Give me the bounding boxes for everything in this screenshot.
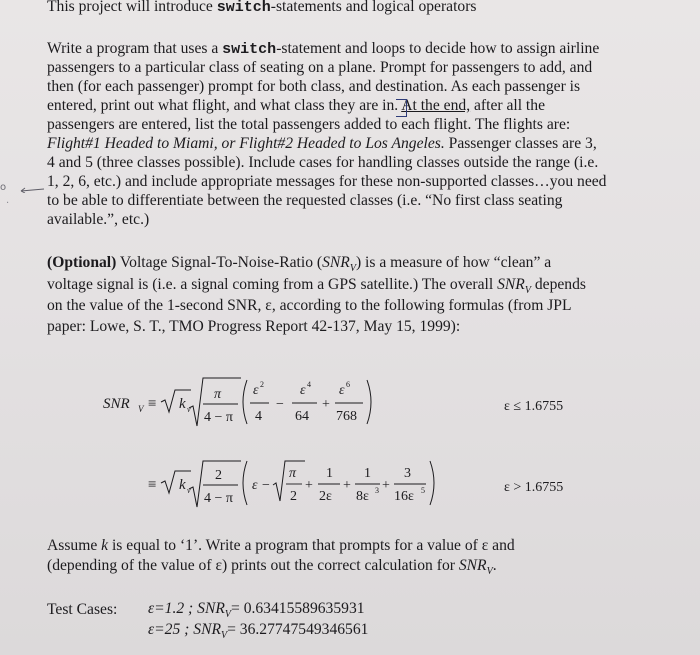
f2-one: 1 <box>326 466 333 481</box>
p1-line-3: then (for each passenger) prompt for both class, and destination. As each passenger is <box>47 78 581 95</box>
f1-e4-exp: 4 <box>307 380 311 389</box>
p1-line-8: 1, 2, 6, etc.) and include appropriate messages for these non-supported classes…you need <box>47 173 607 190</box>
f2-eps: ε <box>252 478 258 493</box>
opt-l1-text: Voltage Signal-To-Noise-Ratio ( <box>116 254 323 271</box>
p1-line-1 <box>47 40 599 59</box>
f1-pi: π <box>214 387 222 402</box>
f1-rparen <box>367 380 371 424</box>
p1-line-10: available.”, etc.) <box>47 211 150 228</box>
margin-note-1: o <box>0 182 7 193</box>
f2-equiv: ≡ <box>148 477 157 493</box>
assume-period: . <box>492 557 497 574</box>
p1-l4-underlined: At the end, <box>401 97 471 114</box>
f1-snr-sub: V <box>138 404 144 414</box>
p1-line-5: passengers are entered, list the total passengers added to each flight. The flights are: <box>47 116 571 133</box>
f1-d768: 768 <box>336 409 357 424</box>
opt-l2-snr-sub: V <box>524 285 531 297</box>
f2-plus2: + <box>343 478 351 493</box>
f1-k: k <box>179 396 186 412</box>
f1-k-sub: v <box>187 405 191 414</box>
f2-k: k <box>179 477 186 493</box>
assume-line-1 <box>47 537 515 555</box>
f2-three: 3 <box>404 466 411 481</box>
f1-e2-exp: 2 <box>260 380 264 389</box>
p1-l6-flights: Flight#1 Headed to Miami, or Flight#2 Headed to Los Angeles. <box>47 135 445 152</box>
f1-d4: 4 <box>255 409 262 424</box>
tc2-eps: ε=25 ; <box>148 621 194 638</box>
intro-text: This project will introduce <box>47 0 217 15</box>
opt-line-1 <box>47 254 551 278</box>
f2-lparen <box>243 461 247 505</box>
assume-snr-sub: V <box>486 566 493 578</box>
formula-1 <box>95 372 655 432</box>
assume-l1-text-end: is equal to ‘1’. Write a program that prompts for a value of ε and <box>108 537 515 554</box>
f1-d64: 64 <box>295 409 309 424</box>
f2-plus3: + <box>382 478 390 493</box>
f2-condition: ε > 1.6755 <box>504 480 564 495</box>
tc1-eps: ε=1.2 ; <box>148 600 198 617</box>
p1-line-4 <box>47 97 545 115</box>
p1-l4-text: entered, print out what flight, and what class they are in. <box>47 97 399 114</box>
opt-l1-snr-sub: V <box>349 263 356 275</box>
opt-label: (Optional) <box>47 254 117 271</box>
p1-l6-text-end: Passenger classes are 3, <box>444 135 597 152</box>
f1-condition: ε ≤ 1.6755 <box>504 399 564 414</box>
f2-two: 2 <box>215 468 222 483</box>
assume-k: k <box>101 537 109 554</box>
p1-l1-text: Write a program that uses a <box>47 40 223 57</box>
f2-minus: − <box>262 478 270 493</box>
handwritten-bracket <box>396 99 407 117</box>
f1-e6-exp: 6 <box>346 380 350 389</box>
f2-eight-exp: 3 <box>375 486 379 495</box>
tc2-snr-sub: V <box>221 630 228 642</box>
f2-two-b: 2 <box>290 489 297 504</box>
f1-e2: ε <box>253 383 259 398</box>
assume-l1-text: Assume <box>47 537 102 554</box>
f2-rparen <box>430 461 434 505</box>
tc1-snr: SNR <box>197 600 225 617</box>
tc2-snr: SNR <box>193 621 221 638</box>
p1-line-2: passengers to a particular class of seating on a plane. Prompt for passengers to add, and <box>47 59 593 76</box>
opt-l1-text-end: ) is a measure of how “clean” a <box>355 254 552 271</box>
f1-snr: SNR <box>103 396 130 412</box>
intro-line <box>47 0 476 17</box>
formula-2 <box>95 455 655 515</box>
tc2-value: = 36.27747549346561 <box>227 621 369 638</box>
opt-l1-snr: SNR <box>322 254 350 271</box>
margin-arrow-icon <box>20 187 46 193</box>
f2-sixteen-exp: 5 <box>421 486 425 495</box>
f2-one-b: 1 <box>364 466 371 481</box>
assume-line-2 <box>47 557 497 581</box>
margin-note-2: · <box>6 198 10 209</box>
f2-two-eps: 2ε <box>319 489 332 504</box>
f2-den: 4 − π <box>204 491 233 506</box>
f2-eight-eps: 8ε <box>356 489 369 504</box>
opt-l2-snr: SNR <box>497 276 525 293</box>
opt-l2-text-end: depends <box>530 276 586 293</box>
p1-line-7: 4 and 5 (three classes possible). Include cases for handling classes outside the range (i.e. <box>47 154 599 171</box>
f2-k-sub: v <box>187 486 191 495</box>
opt-l2-text: voltage signal is (i.e. a signal coming from a GPS satellite.) The overall <box>47 276 498 293</box>
tc1-value: = 0.63415589635931 <box>231 600 365 617</box>
assume-snr: SNR <box>458 557 487 574</box>
assume-l2-text: (depending of the value of ε) prints out the correct calculation for <box>47 557 459 574</box>
f1-plus: + <box>322 397 330 412</box>
f1-equiv: ≡ <box>148 396 157 412</box>
p1-line-9: to be able to differentiate between the requested classes (i.e. “No first class seating <box>47 192 563 209</box>
intro-code: switch <box>216 0 271 16</box>
f2-sixteen-eps: 16ε <box>394 489 414 504</box>
p1-l1-text-end: -statement and loops to decide how to assign airline <box>276 40 600 57</box>
f1-den: 4 − π <box>204 410 233 425</box>
test-case-2 <box>148 621 368 645</box>
opt-line-3: on the value of the 1-second SNR, ε, according to the following formulas (from JPL <box>47 297 572 314</box>
intro-text-end: -statements and logical operators <box>270 0 477 15</box>
f1-e4: ε <box>300 383 306 398</box>
f1-lparen <box>243 380 247 424</box>
opt-line-4: paper: Lowe, S. T., TMO Progress Report 42-137, May 15, 1999): <box>47 318 461 335</box>
test-cases-label: Test Cases: <box>47 601 118 618</box>
p1-l4-text-end: after all the <box>470 97 545 114</box>
f2-pi: π <box>289 466 297 481</box>
p1-line-6 <box>47 135 597 153</box>
f2-plus1: + <box>305 478 313 493</box>
tc1-snr-sub: V <box>224 609 231 621</box>
f1-minus: − <box>276 397 284 412</box>
p1-l1-code: switch <box>222 41 277 58</box>
f1-e6: ε <box>339 383 345 398</box>
